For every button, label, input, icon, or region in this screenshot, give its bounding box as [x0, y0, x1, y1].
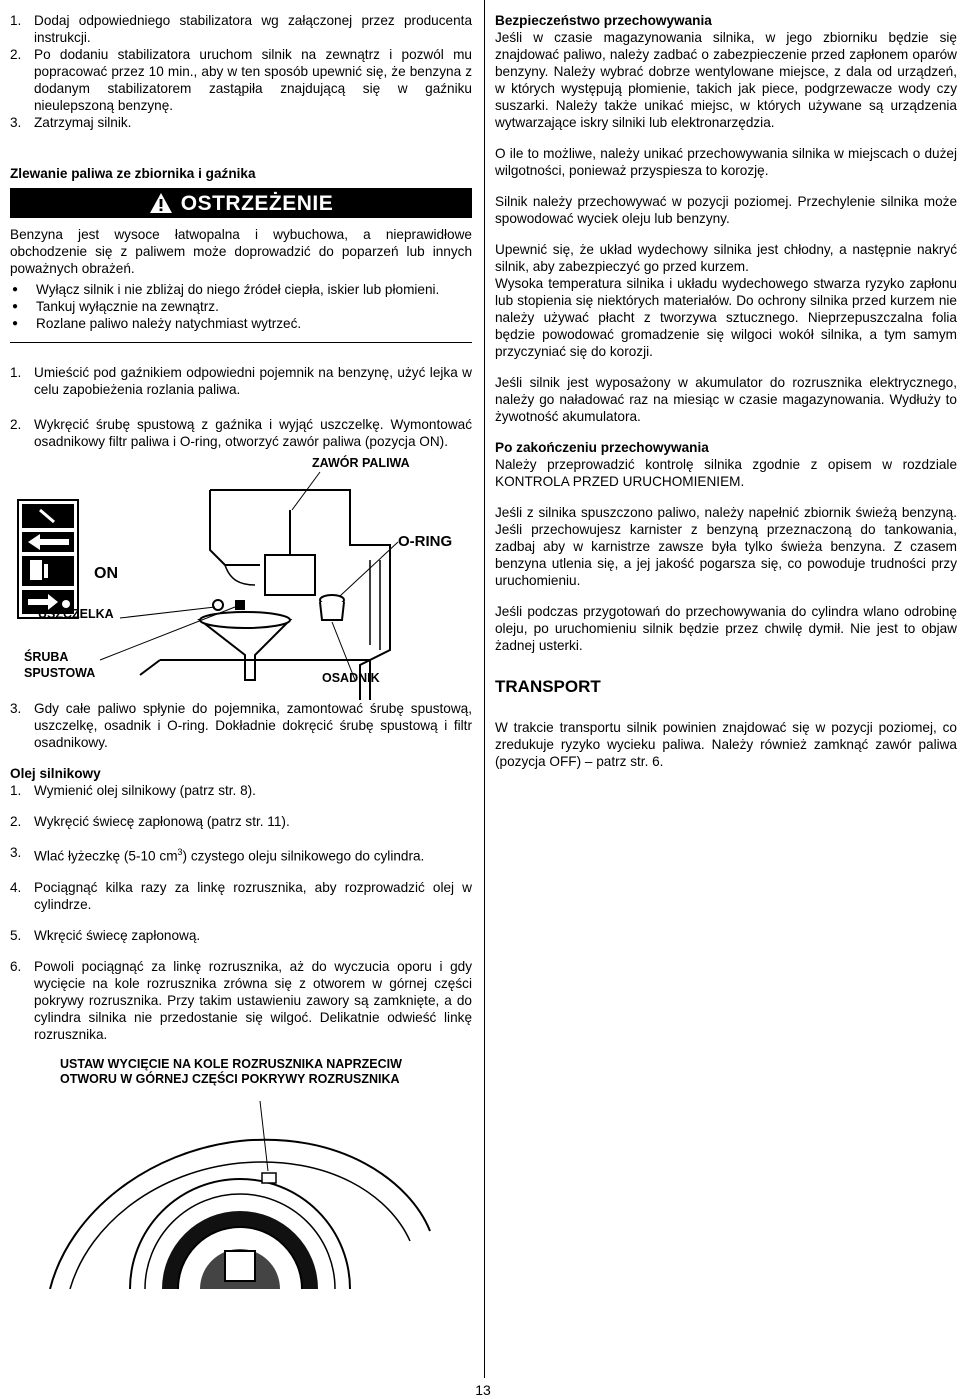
paragraph: Należy przeprowadzić kontrolę silnika zgodnie z opisem w rozdziale KONTROLA PRZED URUCHOMIENIEM.	[495, 457, 957, 489]
screw-label-line2: SPUSTOWA	[24, 666, 96, 680]
fuel-drain-figure	[10, 450, 472, 700]
screw-label-line1: ŚRUBA	[24, 650, 69, 664]
list-item: 1. Wymienić olej silnikowy (patrz str. 8).	[10, 783, 256, 798]
column-divider	[484, 0, 485, 1378]
starter-figure	[10, 1101, 472, 1289]
bullet-icon: ●	[12, 284, 19, 295]
warning-triangle-icon	[149, 192, 173, 214]
paragraph: Jeśli w czasie magazynowania silnika, w jego zbiorniku będzie się znajdować paliwo, należy zadbać o zabezpieczenie przed zapłonem oparów benzyny. Należy wybrać dobrze wentylowane miejsce, z dala od urządzeń, w których występują płomienie, takich jak piece, podgrzewacze wody czy suszarki. Należy także unikać miejsc, w których używane są urządzenia wytwarzające iskry silniki lub elektronarzędzia.	[495, 30, 957, 130]
left-column	[10, 12, 472, 1289]
list-item: ● Rozlane paliwo należy natychmiast wytrzeć.	[12, 316, 302, 331]
oring-label: O-RING	[398, 533, 453, 550]
bullet-icon: ●	[12, 318, 19, 329]
warning-banner	[10, 188, 472, 218]
recoil-starter-illustration	[10, 1101, 472, 1289]
after-storage-heading: Po zakończeniu przechowywania	[495, 440, 709, 455]
warning-bullets	[10, 281, 472, 332]
paragraph: O ile to możliwe, należy unikać przechowywania silnika w miejscach o dużej wilgotności, ponieważ przyspiesza to korozję.	[495, 146, 957, 178]
list-item: 1. Umieścić pod gaźnikiem odpowiedni pojemnik na benzynę, użyć lejka w celu zapobieżenia rozlania paliwa.	[10, 365, 472, 397]
paragraph: Silnik należy przechowywać w pozycji poziomej. Przechylenie silnika może spowodować wyciek oleju lub benzyny.	[495, 194, 957, 226]
oil-heading: Olej silnikowy	[10, 766, 101, 781]
paragraph: Jeśli silnik jest wyposażony w akumulator do rozrusznika elektrycznego, należy go naładować raz na miesiąc w czasie magazynowania. Wydłuży to żywotność akumulatora.	[495, 375, 957, 424]
bullet-icon: ●	[12, 301, 19, 312]
paragraph: Jeśli podczas przygotowań do przechowywania do cylindra wlano odrobinę oleju, po uruchomieniu silnik będzie przez chwilę dymił. Nie jest to objaw żadnej usterki.	[495, 604, 957, 653]
valve-label: ZAWÓR PALIWA	[312, 456, 410, 470]
list-item: 2. Po dodaniu stabilizatora uruchom silnik na zewnątrz i pozwól mu popracować przez 10 min., aby w ten sposób upewnić się, że benzyna z dodanym stabilizatorem zastąpiła znajdującą się w gaźniku nieulepszoną benzynę.	[10, 47, 472, 113]
list-item: 2. Wykręcić śrubę spustową z gaźnika i wyjąć uszczelkę. Wymontować osadnikowy filtr paliwa i O-ring, otworzyć zawór paliwa (pozycja ON).	[10, 417, 472, 449]
list-item: 6. Powoli pociągnąć za linkę rozrusznika, aż do wyczucia oporu i gdy wycięcie na kole rozrusznika zrówna się z otworem w górnej części pokrywy rozrusznika. Przy takim ustawieniu zawory są zamknięte, a do cylindra silnika nie przedostanie się wilgoć. Delikatnie odwieść linkę rozrusznika.	[10, 958, 472, 1042]
gasket-label: USZCZELKA	[38, 607, 114, 621]
figure2-caption-line2: OTWORU W GÓRNEJ CZĘŚCI POKRYWY ROZRUSZNIKA	[60, 1071, 400, 1086]
bowl-label: OSADNIK	[322, 671, 380, 685]
page-number: 13	[475, 1382, 491, 1398]
carburetor-illustration	[10, 450, 472, 700]
list-item: 2. Wykręcić świecę zapłonową (patrz str. 11).	[10, 814, 290, 829]
list-item: ● Wyłącz silnik i nie zbliżaj do niego źródeł ciepła, iskier lub płomieni.	[12, 282, 440, 297]
warning-text: Benzyna jest wysoce łatwopalna i wybuchowa, a nieprawidłowe obchodzenie się z paliwem może doprowadzić do poparzeń lub innych poważnych obrażeń.	[10, 227, 472, 276]
list-item: 3. Wlać łyżeczkę (5-10 $cm^3$) czystego oleju silnikowego do cylindra.	[10, 845, 425, 864]
list-item: ● Tankuj wyłącznie na zewnątrz.	[12, 299, 219, 314]
list-item: 4. Pociągnąć kilka razy za linkę rozrusznika, aby rozprowadzić olej w cylindrze.	[10, 879, 472, 912]
warning-box	[10, 188, 472, 343]
right-column	[495, 12, 957, 770]
paragraph: Wysoka temperatura silnika i układu wydechowego stwarza ryzyko zapłonu lub stopienia się niektórych materiałów. Do ochrony silnika przed kurzem nie należy używać płacht z tworzywa sztucznego. Nieprzepuszczalna folia będzie powodować gromadzenie się wilgoci wokół silnika, a tym samym przyczyniać się do korozji.	[495, 276, 957, 359]
paragraph: W trakcie transportu silnik powinien znajdować się w pozycji poziomej, co zredukuje ryzyko wycieku paliwa. Należy również zamknąć zawór paliwa (pozycja OFF) – patrz str. 6.	[495, 720, 957, 769]
fuel-valve-panel-icon	[18, 500, 78, 618]
drain-heading: Zlewanie paliwa ze zbiornika i gaźnika	[10, 166, 256, 181]
paragraph: Jeśli z silnika spuszczono paliwo, należy napełnić zbiornik świeżą benzyną. Jeśli przechowujesz karnister z benzyną przeznaczoną do tankowania, zadbaj aby w karnistrze zawsze była tylko świeża benzyna. Z czasem benzyna utlenia się, a jej jakość pogarsza się, co powoduje trudności przy uruchomieniu.	[495, 505, 957, 588]
safety-heading: Bezpieczeństwo przechowywania	[495, 13, 712, 28]
figure2-caption-line1: USTAW WYCIĘCIE NA KOLE ROZRUSZNIKA NAPRZECIW	[60, 1056, 402, 1071]
paragraph: Upewnić się, że układ wydechowy silnika jest chłodny, a następnie nakryć silnik, aby zabezpieczyć go przed kurzem.	[495, 242, 957, 274]
list-item: 3. Gdy całe paliwo spłynie do pojemnika, zamontować śrubę spustową, uszczelkę, osadnik i O-ring. Dokładnie dokręcić śrubę spustową i filtr osadnikowy.	[10, 701, 472, 750]
transport-heading: TRANSPORT	[495, 677, 601, 696]
list-item: 5. Wkręcić świecę zapłonową.	[10, 927, 201, 943]
list-item: 3. Zatrzymaj silnik.	[10, 115, 132, 130]
warning-label: OSTRZEŻENIE	[180, 191, 334, 215]
intro-list	[10, 12, 472, 131]
list-item: 1. Dodaj odpowiedniego stabilizatora wg załączonej przez producenta instrukcji.	[10, 13, 472, 45]
on-label: ON	[94, 565, 118, 582]
